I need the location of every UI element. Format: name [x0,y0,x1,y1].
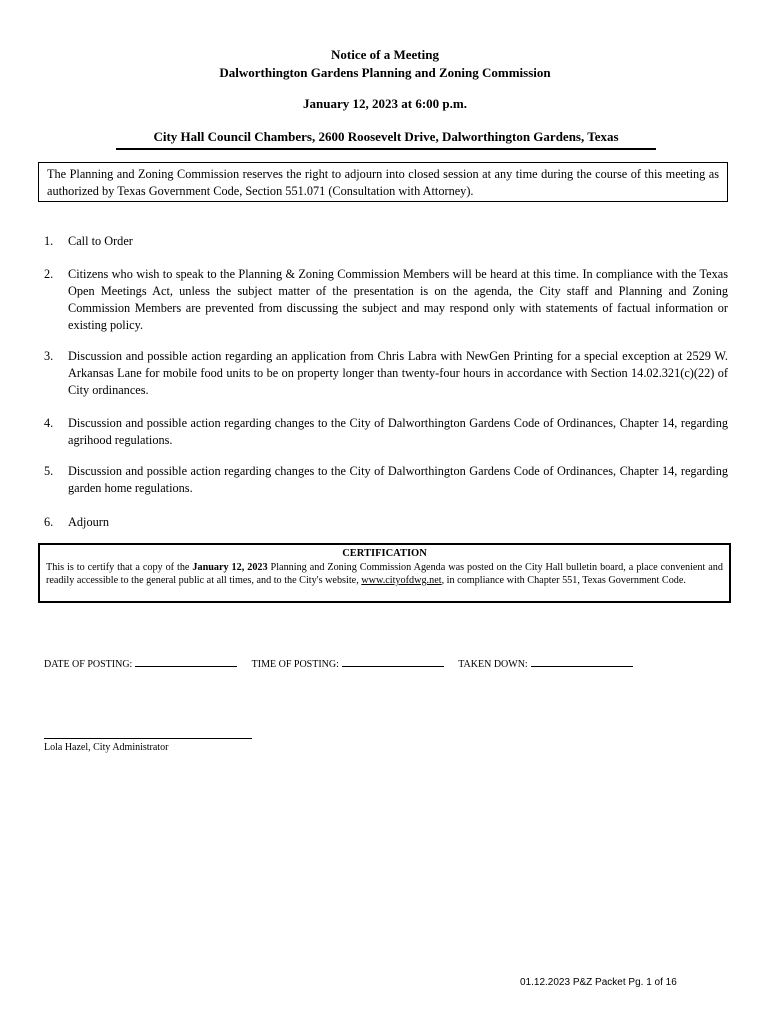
agenda-item-number: 6. [44,515,54,529]
agenda-item [44,514,728,531]
agenda-item [44,415,728,449]
date-of-posting-label: DATE OF POSTING: [44,659,133,670]
agenda-item-text: Adjourn [68,515,109,529]
signature-line [44,738,252,739]
agenda-item-number: 4. [44,416,54,430]
agenda-item [44,348,728,399]
taken-down-label: TAKEN DOWN: [458,659,528,670]
posting-fields [44,657,645,672]
time-of-posting-label: TIME OF POSTING: [251,659,339,670]
closed-session-notice: The Planning and Zoning Commission reserves the right to adjourn into closed session at any time during the course of this meeting as authorized by Texas Government Code, Section 551.071 (Consultation with Attorney). [38,162,728,202]
agenda-item-text: Discussion and possible action regarding an application from Chris Labra with NewGen Printing for a special exception at 2529 W. Arkansas Lane for mobile food units to be on property longer than twenty-four hours in accordance with Section 14.02.321(c)(22) of City ordinances. [68,349,728,397]
certification-title: CERTIFICATION [342,548,427,559]
taken-down-field [458,659,632,670]
agenda-item-text: Discussion and possible action regarding changes to the City of Dalworthington Gardens Code of Ordinances, Chapter 14, regarding agrihood regulations. [68,416,728,447]
meeting-location: City Hall Council Chambers, 2600 Roosevelt Drive, Dalworthington Gardens, Texas [116,128,656,150]
certification-text-part: Planning and Zoning Commission Agenda was posted on the City Hall bulletin board, a place convenient and readily accessible to the general public at all times, and to the City's website, [46,561,723,586]
agenda-item-text: Citizens who wish to speak to the Planning & Zoning Commission Members will be heard at this time. In compliance with the Texas Open Meetings Act, unless the subject matter of the presentation is on the agenda, the City staff and Planning and Zoning Commission Members are prevented from discussing the subject and may respond only with statements of factual information or existing policy. [68,267,728,332]
certification-text-part: This is to certify that a copy of the [46,561,193,573]
signatory-name: Lola Hazel, City Administrator [44,742,169,753]
taken-down-blank [531,657,633,667]
certification-text-part: , in compliance with Chapter 551, Texas Government Code. [441,575,686,586]
time-of-posting-field [252,659,444,670]
agenda-item-number: 5. [44,464,54,478]
agenda-item-text: Call to Order [68,234,133,248]
meeting-notice-title: Notice of a Meeting [331,47,439,62]
date-of-posting-blank [135,657,237,667]
meeting-date-time: January 12, 2023 at 6:00 p.m. [303,96,467,111]
certification-box [38,543,731,603]
agenda-item-number: 3. [44,349,54,363]
agenda-item [44,463,728,497]
agenda-item-number: 2. [44,267,54,281]
agenda-item-number: 1. [44,234,54,248]
agenda-item [44,233,728,250]
city-website-link[interactable]: www.cityofdwg.net [361,575,442,586]
certification-date: January 12, 2023 [192,561,268,573]
date-of-posting-field [44,659,237,670]
time-of-posting-blank [342,657,444,667]
agenda-item [44,266,728,334]
agenda-item-text: Discussion and possible action regarding changes to the City of Dalworthington Gardens Code of Ordinances, Chapter 14, regarding garden home regulations. [68,464,728,495]
page-footer: 01.12.2023 P&Z Packet Pg. 1 of 16 [520,977,677,988]
certification-text [46,561,723,588]
commission-name: Dalworthington Gardens Planning and Zoning Commission [219,65,551,80]
